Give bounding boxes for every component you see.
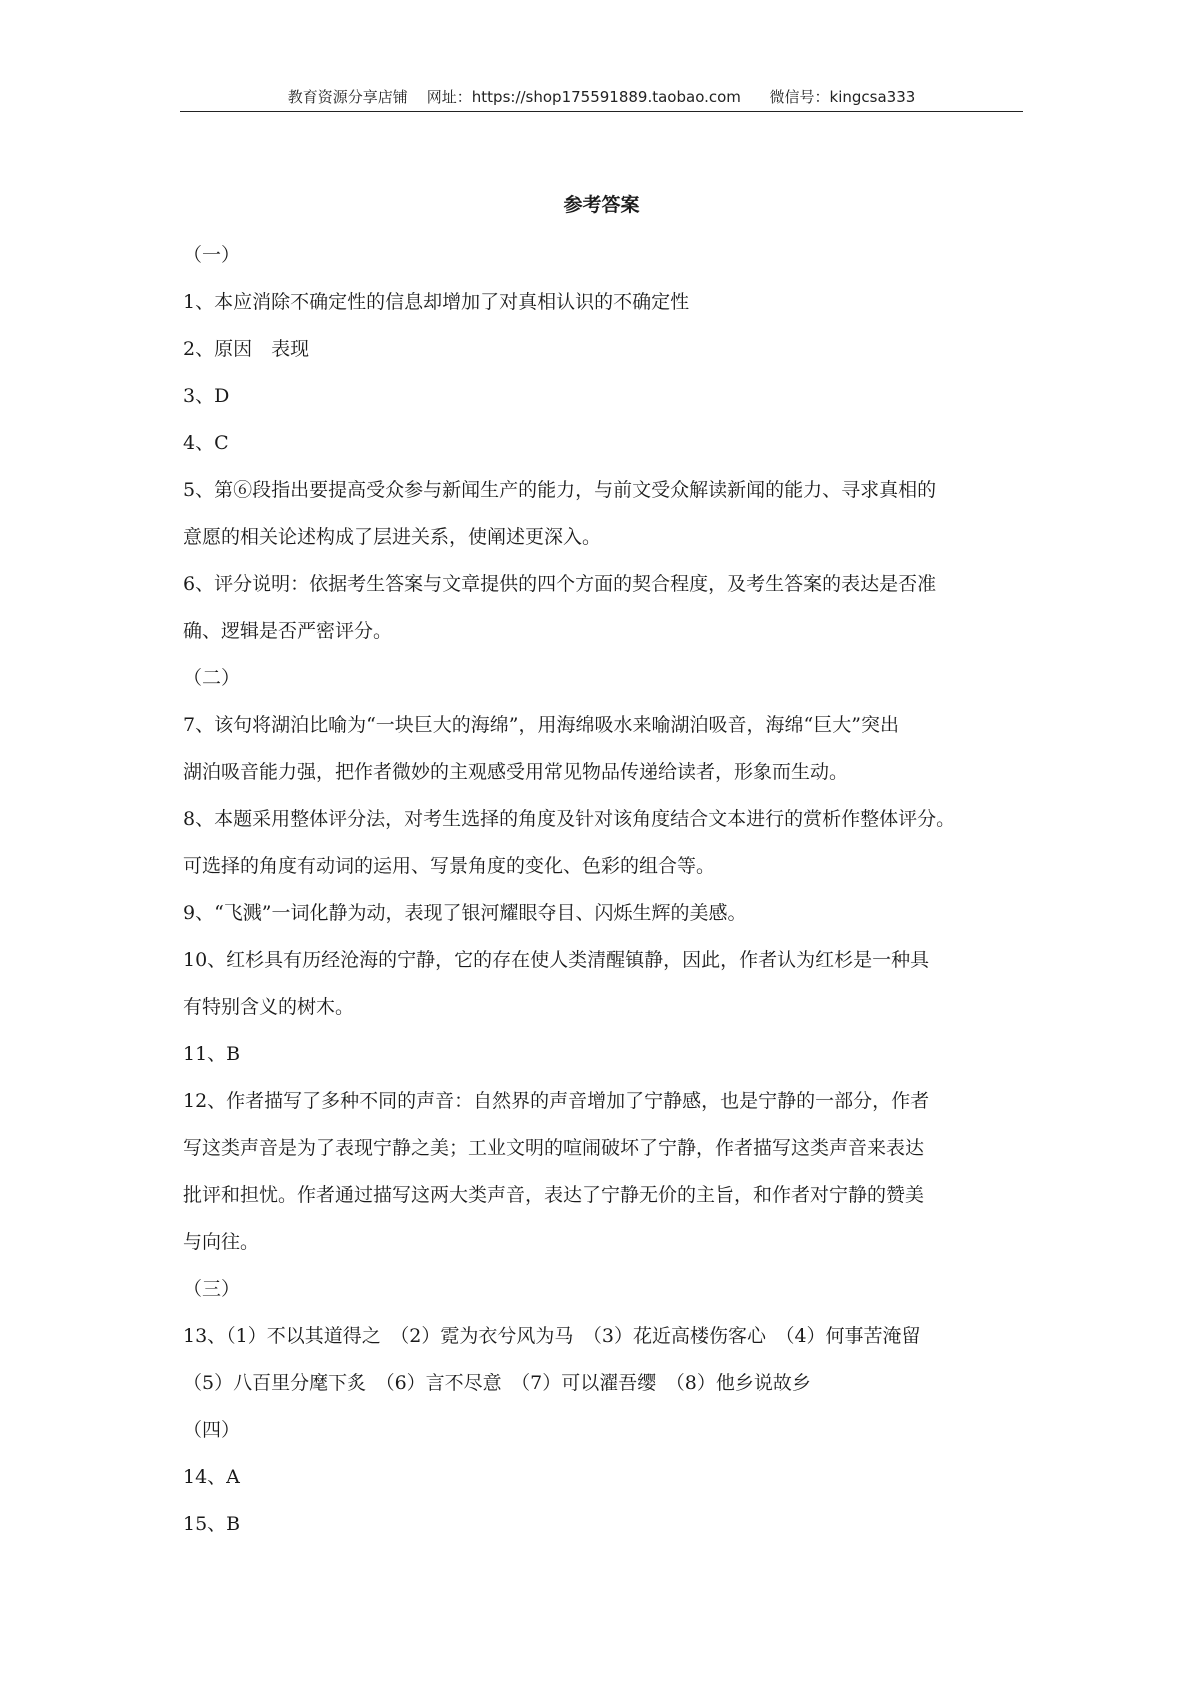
answer-line: 14、A — [183, 1466, 240, 1488]
answer-line: 8、本题采用整体评分法，对考生选择的角度及针对该角度结合文本进行的赏析作整体评分。 — [183, 808, 956, 830]
section-heading-2: （二） — [183, 667, 241, 689]
answer-line: 确、逻辑是否严密评分。 — [183, 620, 393, 642]
wechat-id: 微信号：kingcsa333 — [769, 88, 916, 106]
answer-line: 有特别含义的树木。 — [183, 996, 355, 1018]
section-heading-4: （四） — [183, 1419, 241, 1441]
answer-line: 写这类声音是为了表现宁静之美；工业文明的喧闹破坏了宁静，作者描写这类声音来表达 — [183, 1137, 925, 1159]
section-heading-1: （一） — [183, 244, 241, 266]
answer-line: 与向往。 — [183, 1231, 260, 1253]
header-rule — [180, 111, 1023, 112]
answer-line: 9、“飞溅”一词化静为动，表现了银河耀眼夺目、闪烁生辉的美感。 — [183, 902, 747, 924]
answer-line: 11、B — [183, 1043, 241, 1065]
answer-line: 批评和担忧。作者通过描写这两大类声音，表达了宁静无价的主旨，和作者对宁静的赞美 — [183, 1184, 925, 1206]
answer-line: （5）八百里分麾下炙 （6）言不尽意 （7）可以濯吾缨 （8）他乡说故乡 — [183, 1372, 811, 1394]
page-title: 参考答案 — [563, 194, 640, 216]
shop-name: 教育资源分享店铺 — [287, 88, 408, 106]
answer-line: 13、（1）不以其道得之 （2）霓为衣兮风为马 （3）花近高楼伤客心 （4）何事苦淹留 — [183, 1325, 921, 1347]
answer-line: 1、本应消除不确定性的信息却增加了对真相认识的不确定性 — [183, 291, 690, 313]
answer-line: 可选择的角度有动词的运用、写景角度的变化、色彩的组合等。 — [183, 855, 716, 877]
answer-line: 15、B — [183, 1513, 241, 1535]
answer-line: 12、作者描写了多种不同的声音：自然界的声音增加了宁静感，也是宁静的一部分，作者 — [183, 1090, 930, 1112]
answer-line: 3、D — [183, 385, 230, 407]
answer-line: 7、该句将湖泊比喻为“一块巨大的海绵”，用海绵吸水来喻湖泊吸音，海绵“巨大”突出 — [183, 714, 899, 736]
answer-line: 湖泊吸音能力强，把作者微妙的主观感受用常见物品传递给读者，形象而生动。 — [183, 761, 849, 783]
answer-body — [183, 232, 1023, 1548]
answer-line: 意愿的相关论述构成了层进关系，使阐述更深入。 — [183, 526, 602, 548]
page-header — [180, 86, 1023, 107]
shop-url: 网址：https://shop175591889.taobao.com — [426, 88, 741, 106]
answer-line: 6、评分说明：依据考生答案与文章提供的四个方面的契合程度，及考生答案的表达是否准 — [183, 573, 937, 595]
answer-line: 5、第⑥段指出要提高受众参与新闻生产的能力，与前文受众解读新闻的能力、寻求真相的 — [183, 479, 937, 501]
answer-line: 4、C — [183, 432, 229, 454]
answer-line: 2、原因 表现 — [183, 338, 310, 360]
answer-line: 10、红杉具有历经沧海的宁静，它的存在使人类清醒镇静，因此，作者认为红杉是一种具 — [183, 949, 930, 971]
section-heading-3: （三） — [183, 1278, 241, 1300]
